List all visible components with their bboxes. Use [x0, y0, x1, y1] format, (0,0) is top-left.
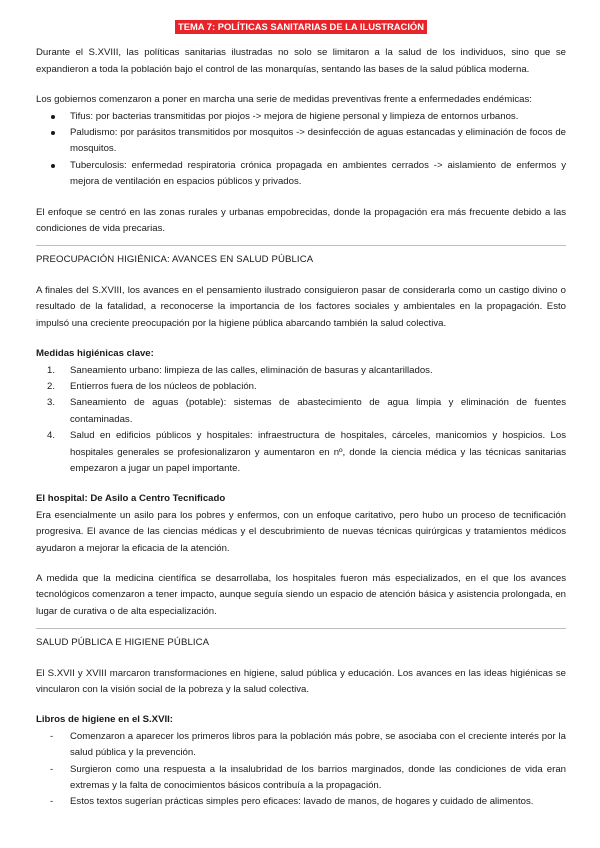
books-title: Libros de higiene en el S.XVII:: [36, 714, 174, 726]
hospital-paragraph-1: Era esencialmente un asilo para los pobres y enfermos, con un enfoque caritativo, pero hubo un proceso de tecnificación progresiva. El avance de las ciencias médicas y el descubrimiento de nuevas técnicas quirúrgicas y tratamientos médicos ayudaron a mejorar la eficacia de la atención.: [36, 509, 566, 554]
list-item: 1. Saneamiento urbano: limpieza de las calles, eliminación de basuras y alcantarillados.: [47, 364, 433, 376]
title-wrap: [36, 20, 566, 36]
hospital-title: El hospital: De Asilo a Centro Tecnificado: [36, 493, 226, 505]
list-item: - Estos textos sugerían prácticas simples pero eficaces: lavado de manos, de hogares y cuidado de alimentos.: [36, 794, 566, 810]
list-item: 4. Salud en edificios públicos y hospitales: infraestructura de hospitales, cárceles, manicomios y hospicios. Los hospitales generales se profesionalizaron y aumentaron en nº, donde la ciencia médica y las técnicas sanitarias empezaron a jugar un papel importante.: [47, 430, 566, 474]
measures-intro: Los gobiernos comenzaron a poner en marcha una serie de medidas preventivas frente a enfermedades endémicas:: [36, 94, 532, 106]
dash-icon: -: [50, 730, 54, 742]
intro-paragraph: Durante el S.XVIII, las políticas sanitarias ilustradas no solo se limitaron a la salud de los individuos, sino que se expandieron a toda la población bajo el control de las monarquías, sentando las bases de la salud pública moderna.: [36, 47, 566, 75]
dash-icon: -: [50, 763, 54, 775]
section-heading-public-health: SALUD PÚBLICA E HIGIENE PÚBLICA: [36, 628, 566, 651]
list-item: Tuberculosis: enfermedad respiratoria crónica propagada en ambientes cerrados -> aislamiento de enfermos y mejora de ventilación en espacios públicos y privados.: [36, 158, 566, 191]
bullet-icon: [51, 115, 55, 119]
list-item: - Surgieron como una respuesta a la insalubridad de los barrios marginados, donde las condiciones de vida eran extremas y la falta de conocimientos básicos contribuía a la propagación.: [50, 763, 566, 792]
list-item: 2. Entierros fuera de los núcleos de población.: [47, 380, 257, 392]
measures-title: Medidas higiénicas clave:: [36, 348, 154, 360]
bullet-icon: [51, 131, 55, 135]
hygiene-paragraph: A finales del S.XVIII, los avances en el pensamiento ilustrado consiguieron pasar de considerarla como un castigo divino o resultado de la fatalidad, a reconocerse la importancia de los factores sociales y ambientales en la propagación. Esto impulsó una creciente preocupación por la higiene pública abarcando también la salud colectiva.: [36, 284, 566, 329]
list-item: Paludismo: por parásitos transmitidos por mosquitos -> desinfección de aguas estancadas y eliminación de focos de mosquitos.: [36, 125, 566, 158]
focus-paragraph: El enfoque se centró en las zonas rurales y urbanas empobrecidas, donde la propagación era más frecuente debido a las condiciones de vida precarias.: [36, 206, 566, 235]
page-title: TEMA 7: POLÍTICAS SANITARIAS DE LA ILUSTRACIÓN: [175, 20, 427, 34]
hospital-paragraph-2: A medida que la medicina científica se desarrollaba, los hospitales fueron más especializados, en el que los avances tecnológicos comenzaron a tener impacto, aunque seguía siendo un espacio de atención básica y asistencia prolongada, en lugar de curativa o de alta especialización.: [36, 572, 566, 617]
list-item: - Comenzaron a aparecer los primeros libros para la población más pobre, se asociaba con el creciente interés por la salud pública y la prevención.: [50, 730, 566, 759]
measures-list: [36, 363, 566, 478]
list-item: Tifus: por bacterias transmitidas por piojos -> mejora de higiene personal y limpieza de entornos urbanos.: [36, 109, 566, 125]
section-heading-hygiene: PREOCUPACIÓN HIGIÉNICA: AVANCES EN SALUD PÚBLICA: [36, 245, 566, 268]
public-health-paragraph: El S.XVII y XVIII marcaron transformaciones en higiene, salud pública y educación. Los avances en las ideas higiénicas se vincularon con la visión social de la pobreza y la salud colectiva.: [36, 667, 566, 695]
bullet-icon: [51, 164, 55, 168]
list-item: 3. Saneamiento de aguas (potable): sistemas de abastecimiento de agua limpia y eliminación de fuentes contaminadas.: [47, 397, 566, 425]
diseases-list: [36, 109, 566, 191]
dash-icon: -: [50, 796, 54, 808]
books-list: [36, 729, 566, 811]
document-page: [36, 20, 566, 811]
